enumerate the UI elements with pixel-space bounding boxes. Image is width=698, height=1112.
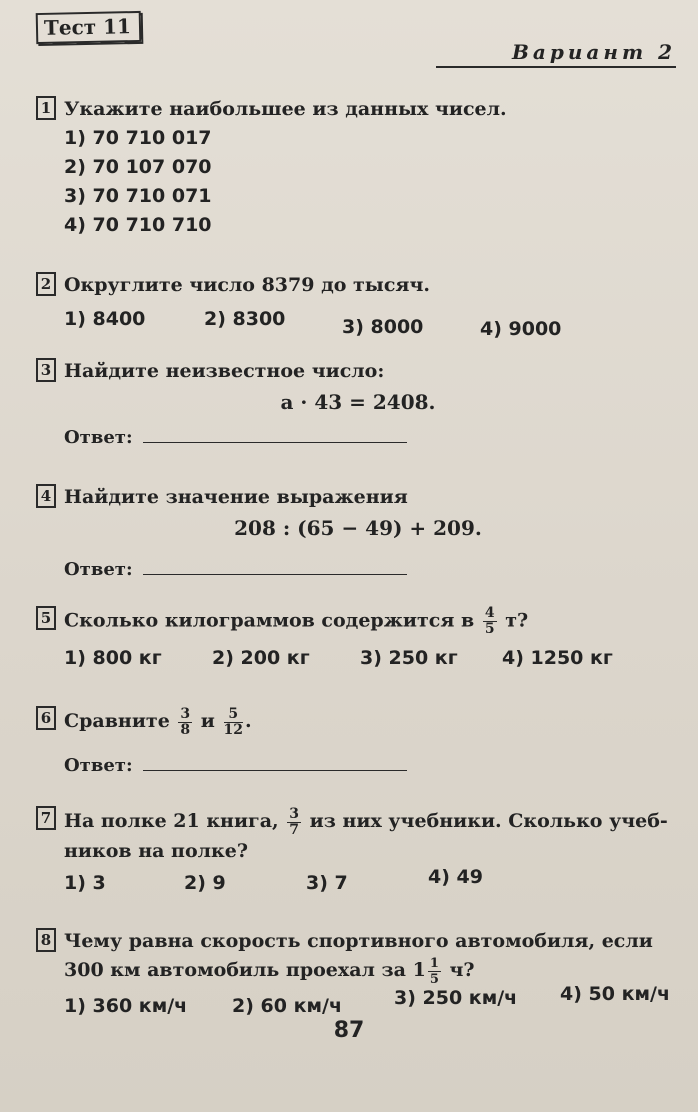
question-number: 7 [36,806,56,830]
question-number: 6 [36,706,56,730]
question-5 [36,606,680,669]
denominator: 12 [223,721,243,738]
numerator: 1 [429,955,439,971]
expression: 208 : (65 − 49) + 209. [234,516,482,540]
question-text [64,706,680,738]
question-text-line-2: ников на полке? [64,839,248,862]
fraction [178,707,192,738]
question-1 [36,96,680,240]
question-number: 3 [36,358,56,382]
question-8 [36,928,680,1017]
question-text-part: . [244,710,252,732]
answer-label: Ответ: [64,427,133,448]
denominator: 5 [429,971,439,987]
question-text-part: Сравните [64,710,170,732]
answer-line[interactable] [143,752,407,771]
answer-line[interactable] [143,556,407,575]
question-number: 8 [36,928,56,952]
answer-label: Ответ: [64,559,133,580]
denominator: 5 [484,621,495,637]
options-row [64,647,680,669]
option[interactable]: 4) 1250 кг [502,647,613,669]
fraction [428,956,441,987]
option[interactable]: 2) 60 км/ч [232,994,342,1017]
denominator: 8 [180,721,191,738]
fraction [483,606,497,637]
question-text: Найдите неизвестное число: [64,360,385,382]
answer-field [64,424,680,448]
question-text: Укажите наибольшее из данных чисел. [64,98,507,120]
question-4 [36,484,680,580]
question-text-line-1: Чему равна скорость спортивного автомобиля, если [64,930,653,952]
question-text-part: из них учебники. Сколько учеб- [309,810,668,832]
option[interactable]: 3) 250 км/ч [394,986,518,1009]
question-number: 1 [36,96,56,120]
question-7 [36,806,680,894]
options-row [64,982,680,1017]
option[interactable]: 3) 250 кг [360,647,458,669]
answer-field [64,752,680,776]
option[interactable]: 3) 8000 [342,316,424,338]
answer-label: Ответ: [64,754,133,776]
numerator: 3 [180,705,191,722]
question-text-part: Сколько килограммов содержится в [64,609,475,632]
option[interactable]: 3) 70 710 071 [64,185,212,207]
option[interactable]: 3) 7 [306,871,348,894]
question-text-part: 300 км автомобиль проехал за 1 [64,959,426,981]
denominator: 7 [289,821,299,838]
numerator: 5 [224,707,243,723]
option[interactable]: 2) 9 [184,871,226,894]
question-6 [36,706,680,776]
answer-line[interactable] [143,424,407,443]
question-text-part: и [200,710,215,732]
question-text-part: ч? [449,959,475,981]
options-list [64,124,680,240]
question-number: 5 [36,606,56,630]
option[interactable]: 2) 200 кг [212,647,310,669]
option[interactable]: 1) 360 км/ч [64,994,188,1017]
numerator: 3 [289,805,299,822]
options-row [64,865,680,894]
question-text: Округлите число 8379 до тысяч. [64,274,430,296]
variant-label: Вариант 2 [436,40,676,68]
option[interactable]: 1) 70 710 017 [64,127,212,149]
question-text: Найдите значение выражения [64,486,408,508]
option[interactable]: 2) 70 107 070 [64,156,212,178]
question-text-part: т? [505,609,529,632]
page-number: 87 [333,1018,365,1043]
options-row [64,308,680,340]
question-text [64,806,680,838]
test-title: Тест 11 [36,11,142,44]
numerator: 4 [484,605,495,621]
equation: a · 43 = 2408. [280,390,436,414]
option[interactable]: 1) 8400 [64,308,146,330]
question-text-part: На полке 21 книга, [64,810,279,832]
option[interactable]: 1) 3 [64,871,106,894]
question-number: 4 [36,484,56,508]
option[interactable]: 4) 70 710 710 [64,214,212,236]
question-number: 2 [36,272,56,296]
question-3 [36,358,680,448]
option[interactable]: 2) 8300 [204,308,286,330]
question-text [64,606,680,637]
answer-field [64,556,680,580]
fraction [224,707,243,738]
fraction [287,807,301,838]
option[interactable]: 4) 9000 [480,318,562,340]
option[interactable]: 1) 800 кг [64,647,162,669]
question-2 [36,272,680,340]
option[interactable]: 4) 50 км/ч [560,982,670,1005]
option[interactable]: 4) 49 [428,865,483,888]
